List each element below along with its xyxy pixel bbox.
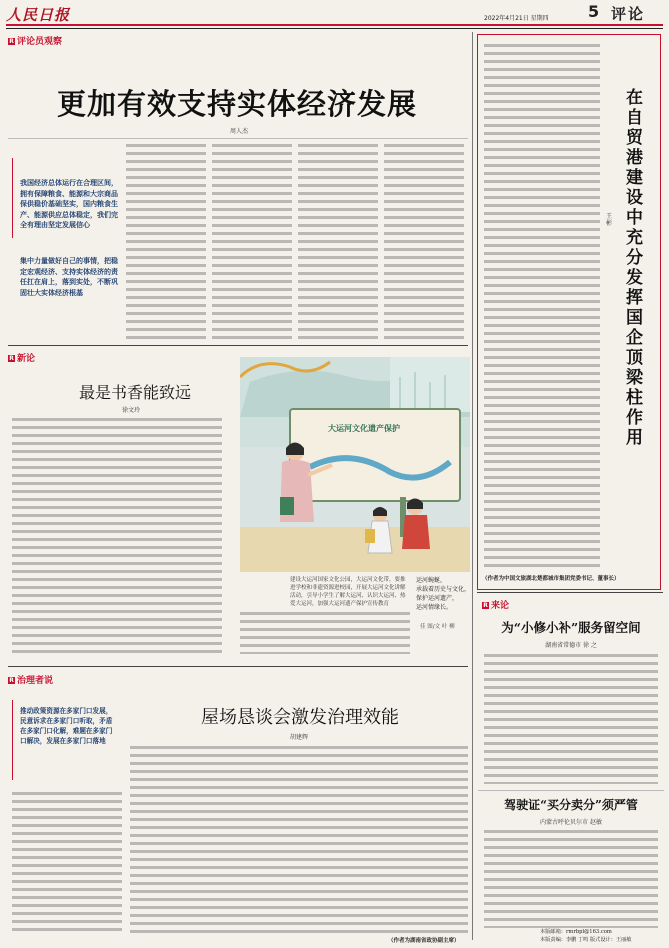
- top-article-title: 更加有效支持实体经济发展: [56, 87, 417, 121]
- column-label-lailun: R 来论: [483, 601, 510, 611]
- section-name: 评论: [611, 5, 646, 23]
- illustration-caption: 建设大运河国家文化公园，大运河文化带，要推进学校和非遗资源进校园，开展大运河文化讲解活动，引导小学生了解大运河、认识大运河、热爱大运河，加强大运河遗产保护宣传教育: [290, 577, 406, 607]
- laixin2-title: 驾驶证“买分卖分”须严管: [504, 798, 638, 812]
- page-number: 5: [588, 2, 600, 21]
- bottom-article-author: 胡建辉: [290, 734, 309, 741]
- laixin1-author: 湖南省常德市 徐 之: [545, 642, 597, 649]
- column-label-zhilizhe: R 治理者说: [9, 676, 54, 686]
- article-body-column: [298, 142, 378, 342]
- pull-quote-1: 我国经济总体运行在合理区间，拥有保障粮食、能源和大宗商品保供稳价基础坚实，国内粮食生产、能源供应总体稳定，我们完全有理由坚定发展信心: [20, 179, 118, 229]
- section-square-icon: R: [483, 602, 488, 609]
- section-square-icon: R: [9, 38, 14, 45]
- illustration-sign-text: 大运河文化遗产保护: [328, 424, 400, 433]
- poem-credit: 佳 图/文 叶 柳: [420, 624, 455, 630]
- footer-editor-note: 本版责编：李鹏 丁鸣 版式设计：王丽敏: [540, 937, 632, 943]
- laixin1-title: 为“小修小补”服务留空间: [501, 620, 641, 635]
- right-article-body: [484, 42, 600, 568]
- column-label-xinlun: R 新论: [9, 354, 36, 364]
- bottom-article-body: [12, 790, 122, 936]
- article-body-column: [384, 142, 464, 342]
- bottom-article-body: [130, 744, 468, 934]
- masthead-logo: 人民日报: [6, 6, 71, 24]
- poem-line: 承载着历史与文化，: [416, 586, 471, 593]
- section-square-icon: R: [9, 355, 14, 362]
- illustration-drawing: [240, 357, 470, 572]
- top-article-author: 周人杰: [230, 128, 249, 135]
- laixin2-body: [484, 828, 658, 928]
- poem-line: 保护运河遗产，: [416, 595, 459, 602]
- bottom-article-title: 屋场恳谈会激发治理效能: [201, 707, 399, 728]
- poem-line: 运河蜿蜒，: [416, 577, 447, 584]
- section-square-icon: R: [9, 677, 14, 684]
- column-label-pinglunyuan: R 评论员观察: [9, 37, 63, 47]
- bottom-article-source: （作者为湖南省政协副主席）: [388, 938, 460, 944]
- new-article-author: 徐文玲: [122, 407, 141, 414]
- poem-line: 运河情缘长。: [416, 604, 453, 611]
- pull-quote-2: 集中力量做好自己的事情，把稳定宏观经济、支持实体经济的责任扛在肩上，落到实处，不断巩固壮大实体经济根基: [20, 257, 118, 297]
- new-article-body: [12, 416, 222, 656]
- laixin2-author: 内蒙古呼伦贝尔市 赵敏: [540, 819, 602, 826]
- masthead-date: 2022年4月21日 星期四: [484, 15, 549, 22]
- right-article-source: （作者为中国文旅湖北楚都城市集团党委书记、董事长）: [482, 576, 620, 582]
- poem-block: [416, 576, 472, 612]
- right-article-title: 在自贸港建设中充分发挥国企顶梁柱作用: [626, 88, 643, 448]
- laixin1-body: [484, 652, 658, 784]
- article-body-column: [212, 142, 292, 342]
- right-article-author: 王彬: [606, 213, 613, 227]
- article-body-column: [126, 142, 206, 342]
- footer-email: 本版邮箱：rmrbpl@163.com: [540, 929, 612, 935]
- bottom-pull-quote: 推动政策资源在多家门口发展，民意诉求在多家门口听取，矛盾在多家门口化解，难题在多家门口解决，发展在多家门口落地: [20, 707, 113, 745]
- new-article-title: 最是书香能致远: [78, 383, 191, 402]
- illustration-grand-canal: [240, 357, 470, 572]
- caption-body: [240, 610, 410, 654]
